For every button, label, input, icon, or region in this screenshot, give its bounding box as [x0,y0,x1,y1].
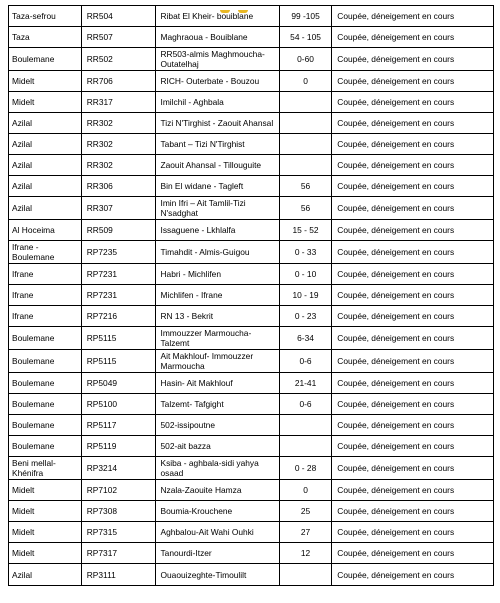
table-row [9,92,494,113]
pk-cell [279,436,332,457]
section-cell: Nzala-Zaouite Hamza [155,480,279,501]
section-cell: Aghbalou-Ait Wahi Ouhki [155,522,279,543]
section-cell: RR503-almis Maghmoucha-Outatelhaj [155,48,279,71]
road-cell: RR502 [81,48,155,71]
pk-cell: 0-60 [279,48,332,71]
region-cell: Boulemane [9,436,82,457]
table-row [9,350,494,373]
section-cell: Ouaouizeghte-Timoulilt [155,564,279,586]
road-cell: RP7235 [81,241,155,264]
region-cell: Boulemane [9,350,82,373]
region-cell: Azilal [9,176,82,197]
section-cell: Imin Ifri – Ait Tamlil-Tizi N'sadghat [155,197,279,220]
pk-cell: 12 [279,543,332,564]
table-row [9,27,494,48]
section-cell: Tabant – Tizi N'Tirghist [155,134,279,155]
region-cell: Midelt [9,71,82,92]
table-row [9,480,494,501]
section-cell: Bin El widane - Tagleft [155,176,279,197]
table-row [9,71,494,92]
pk-cell: 25 [279,501,332,522]
region-cell: Beni mellal- Khénifra [9,457,82,480]
pk-cell [279,113,332,134]
pk-cell: 0 - 23 [279,306,332,327]
region-cell: Midelt [9,543,82,564]
table-row [9,306,494,327]
status-cell: Coupée, déneigement en cours [332,220,494,241]
road-cell: RR302 [81,113,155,134]
status-cell: Coupée, déneigement en cours [332,134,494,155]
status-cell: Coupée, déneigement en cours [332,457,494,480]
road-closures-table [8,5,494,586]
status-cell: Coupée, déneigement en cours [332,155,494,176]
status-cell: Coupée, déneigement en cours [332,373,494,394]
table-row [9,285,494,306]
road-cell: RR302 [81,155,155,176]
road-cell: RP5115 [81,350,155,373]
section-cell: Boumia-Krouchene [155,501,279,522]
table-row [9,564,494,586]
status-cell: Coupée, déneigement en cours [332,27,494,48]
table-row [9,134,494,155]
road-cell: RP7308 [81,501,155,522]
region-cell: Boulemane [9,373,82,394]
page-top-decoration [220,0,280,3]
section-cell: Tizi N'Tirghist - Zaouit Ahansal [155,113,279,134]
pk-cell: 10 - 19 [279,285,332,306]
pk-cell: 56 [279,197,332,220]
region-cell: Azilal [9,155,82,176]
pk-cell: 0-6 [279,350,332,373]
section-cell: Timahdit - Almis-Guigou [155,241,279,264]
region-cell: Midelt [9,522,82,543]
pk-cell: 21-41 [279,373,332,394]
road-cell: RR317 [81,92,155,113]
section-cell: Tanourdi-Itzer [155,543,279,564]
status-cell: Coupée, déneigement en cours [332,264,494,285]
pk-cell: 56 [279,176,332,197]
section-cell: 502-ait bazza [155,436,279,457]
status-cell: Coupée, déneigement en cours [332,436,494,457]
section-cell: Ait Makhlouf- Immouzzer Marmoucha [155,350,279,373]
status-cell: Coupée, déneigement en cours [332,543,494,564]
region-cell: Midelt [9,92,82,113]
region-cell: Azilal [9,197,82,220]
road-cell: RP3214 [81,457,155,480]
region-cell: Ifrane [9,285,82,306]
pk-cell: 15 - 52 [279,220,332,241]
pk-cell: 0 - 28 [279,457,332,480]
road-cell: RP5049 [81,373,155,394]
status-cell: Coupée, déneigement en cours [332,113,494,134]
table-row [9,501,494,522]
status-cell: Coupée, déneigement en cours [332,197,494,220]
status-cell: Coupée, déneigement en cours [332,415,494,436]
road-cell: RP5115 [81,327,155,350]
status-cell: Coupée, déneigement en cours [332,501,494,522]
pk-cell: 0 - 33 [279,241,332,264]
road-cell: RP7231 [81,285,155,306]
status-cell: Coupée, déneigement en cours [332,241,494,264]
road-cell: RR307 [81,197,155,220]
section-cell: Hasin- Ait Makhlouf [155,373,279,394]
section-cell: Ksiba - aghbala-sidi yahya osaad [155,457,279,480]
section-cell: RN 13 - Bekrit [155,306,279,327]
road-cell: RR306 [81,176,155,197]
status-cell: Coupée, déneigement en cours [332,480,494,501]
road-cell: RP7216 [81,306,155,327]
section-cell: 502-issipoutne [155,415,279,436]
section-cell: Imilchil - Aghbala [155,92,279,113]
pk-cell [279,134,332,155]
status-cell: Coupée, déneigement en cours [332,176,494,197]
status-cell: Coupée, déneigement en cours [332,71,494,92]
table-row [9,457,494,480]
region-cell: Taza-sefrou [9,6,82,27]
table-row [9,415,494,436]
table-row [9,220,494,241]
table-row [9,48,494,71]
status-cell: Coupée, déneigement en cours [332,6,494,27]
road-cell: RP5119 [81,436,155,457]
region-cell: Azilal [9,564,82,586]
table-row [9,264,494,285]
region-cell: Ifrane [9,306,82,327]
table-row [9,543,494,564]
region-cell: Ifrane - Boulemane [9,241,82,264]
pk-cell: 6-34 [279,327,332,350]
status-cell: Coupée, déneigement en cours [332,327,494,350]
status-cell: Coupée, déneigement en cours [332,564,494,586]
road-cell: RR504 [81,6,155,27]
region-cell: Ifrane [9,264,82,285]
pk-cell [279,155,332,176]
table-row [9,113,494,134]
pk-cell [279,415,332,436]
region-cell: Azilal [9,113,82,134]
road-cell: RP3111 [81,564,155,586]
region-cell: Midelt [9,501,82,522]
table-row [9,373,494,394]
section-cell: Michlifen - Ifrane [155,285,279,306]
road-cell: RP7231 [81,264,155,285]
region-cell: Midelt [9,480,82,501]
pk-cell: 0-6 [279,394,332,415]
pk-cell: 27 [279,522,332,543]
region-cell: Boulemane [9,394,82,415]
section-cell: Habri - Michlifen [155,264,279,285]
road-cell: RP7102 [81,480,155,501]
road-cell: RR302 [81,134,155,155]
table-row [9,197,494,220]
status-cell: Coupée, déneigement en cours [332,48,494,71]
section-cell: Immouzzer Marmoucha- Talzemt [155,327,279,350]
table-row [9,522,494,543]
road-cell: RR509 [81,220,155,241]
table-row [9,327,494,350]
status-cell: Coupée, déneigement en cours [332,350,494,373]
road-cell: RP5117 [81,415,155,436]
road-cell: RR706 [81,71,155,92]
pk-cell: 54 - 105 [279,27,332,48]
section-cell: Issaguene - Lkhlalfa [155,220,279,241]
status-cell: Coupée, déneigement en cours [332,394,494,415]
table-row [9,436,494,457]
region-cell: Azilal [9,134,82,155]
table-row [9,155,494,176]
pk-cell: 99 -105 [279,6,332,27]
status-cell: Coupée, déneigement en cours [332,522,494,543]
table-row [9,241,494,264]
section-cell: Talzemt- Tafgight [155,394,279,415]
status-cell: Coupée, déneigement en cours [332,306,494,327]
road-cell: RP5100 [81,394,155,415]
table-row [9,176,494,197]
section-cell: RICH- Outerbate - Bouzou [155,71,279,92]
region-cell: Al Hoceima [9,220,82,241]
pk-cell: 0 - 10 [279,264,332,285]
region-cell: Boulemane [9,48,82,71]
pk-cell: 0 [279,480,332,501]
region-cell: Boulemane [9,327,82,350]
status-cell: Coupée, déneigement en cours [332,92,494,113]
section-cell: Zaouit Ahansal - Tillouguite [155,155,279,176]
pk-cell: 0 [279,71,332,92]
section-cell: Maghraoua - Bouiblane [155,27,279,48]
region-cell: Taza [9,27,82,48]
table-body [9,6,494,586]
road-cell: RR507 [81,27,155,48]
pk-cell [279,92,332,113]
road-cell: RP7317 [81,543,155,564]
table-row [9,6,494,27]
table-row [9,394,494,415]
pk-cell [279,564,332,586]
road-cell: RP7315 [81,522,155,543]
section-cell: Ribat El Kheir- bouiblane [155,6,279,27]
region-cell: Boulemane [9,415,82,436]
status-cell: Coupée, déneigement en cours [332,285,494,306]
